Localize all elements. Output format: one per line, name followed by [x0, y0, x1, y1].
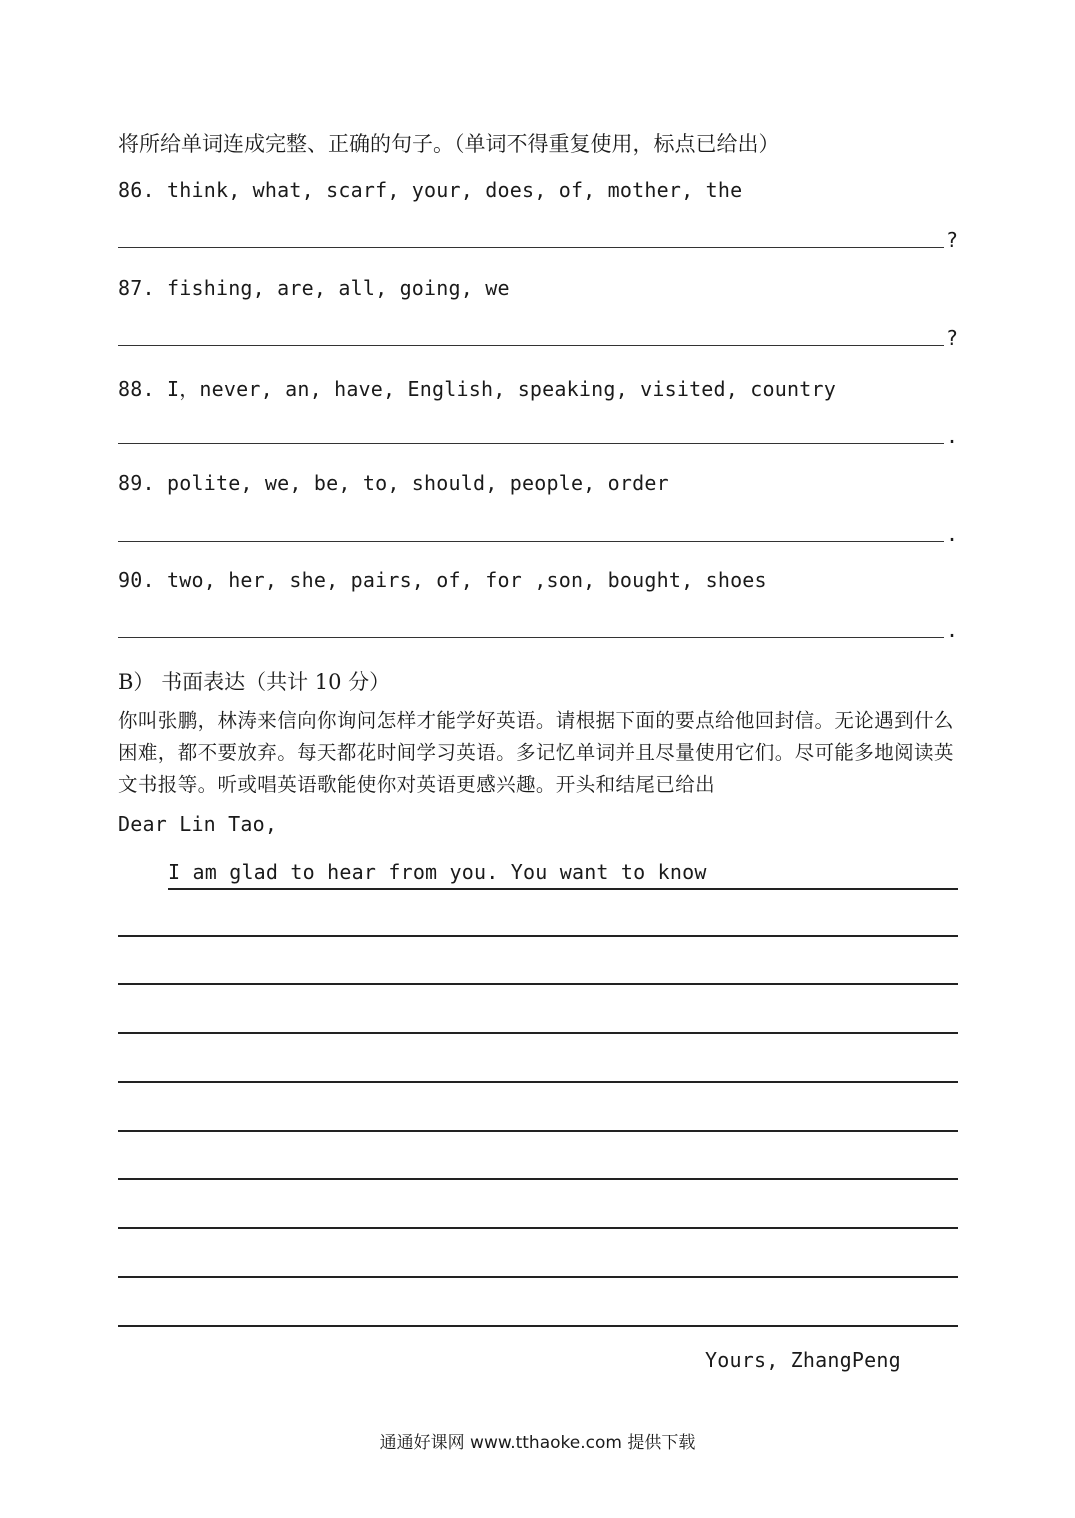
answer-blank-88[interactable] — [118, 420, 958, 450]
letter-closing: Yours, ZhangPeng — [705, 1348, 901, 1372]
writing-line-2[interactable] — [118, 983, 958, 985]
answer-line — [118, 345, 944, 346]
letter-salutation: Dear Lin Tao, — [118, 812, 278, 836]
answer-line — [118, 443, 944, 444]
answer-punctuation: . — [945, 618, 958, 642]
writing-line-8[interactable] — [118, 1276, 958, 1278]
instructions: 将所给单词连成完整、正确的句子。（单词不得重复使用，标点已给出） — [118, 132, 780, 156]
letter-opening-text: I am glad to hear from you. You want to know — [168, 860, 707, 884]
answer-punctuation: ? — [945, 326, 958, 350]
answer-blank-86[interactable] — [118, 224, 958, 254]
question-86 — [118, 178, 742, 202]
question-90 — [118, 568, 767, 592]
answer-blank-89[interactable] — [118, 518, 958, 548]
question-number: 86. — [118, 178, 155, 202]
question-words: I，never, an, have, English, speaking, visited, country — [166, 377, 836, 401]
answer-blank-90[interactable] — [118, 614, 958, 644]
answer-punctuation: ? — [945, 228, 958, 252]
writing-prompt: 你叫张鹏，林涛来信向你询问怎样才能学好英语。请根据下面的要点给他回封信。无论遇到什么困难，都不要放弃。每天都花时间学习英语。多记忆单词并且尽量使用它们。尽可能多地阅读英文书报等。听或唱英语歌能使你对英语更感兴趣。开头和结尾已给出 — [118, 709, 954, 796]
question-words: think, what, scarf, your, does, of, mother, the — [166, 178, 743, 202]
writing-line-9[interactable] — [118, 1325, 958, 1327]
question-number: 90. — [118, 568, 155, 592]
writing-line-4[interactable] — [118, 1081, 958, 1083]
question-number: 87. — [118, 276, 155, 300]
letter-opening-line[interactable] — [168, 860, 958, 890]
answer-line — [118, 541, 944, 542]
question-89 — [118, 471, 669, 495]
section-b-heading: B） 书面表达（共计 10 分） — [118, 670, 391, 694]
question-words: polite, we, be, to, should, people, order — [166, 471, 669, 495]
writing-line-6[interactable] — [118, 1178, 958, 1180]
question-number: 89. — [118, 471, 155, 495]
writing-line-5[interactable] — [118, 1130, 958, 1132]
question-number: 88. — [118, 377, 155, 401]
question-87 — [118, 276, 510, 300]
writing-line-1[interactable] — [118, 935, 958, 937]
question-words: fishing, are, all, going, we — [166, 276, 510, 300]
writing-line-7[interactable] — [118, 1227, 958, 1229]
page-footer: 通通好课网 www.tthaoke.com 提供下载 — [379, 1433, 696, 1453]
question-words: two, her, she, pairs, of, for ,son, bought, shoes — [166, 568, 767, 592]
answer-line — [118, 637, 944, 638]
answer-line — [118, 247, 944, 248]
writing-line-3[interactable] — [118, 1032, 958, 1034]
answer-punctuation: . — [945, 424, 958, 448]
answer-blank-87[interactable] — [118, 322, 958, 352]
question-88 — [118, 373, 836, 402]
answer-punctuation: . — [945, 522, 958, 546]
